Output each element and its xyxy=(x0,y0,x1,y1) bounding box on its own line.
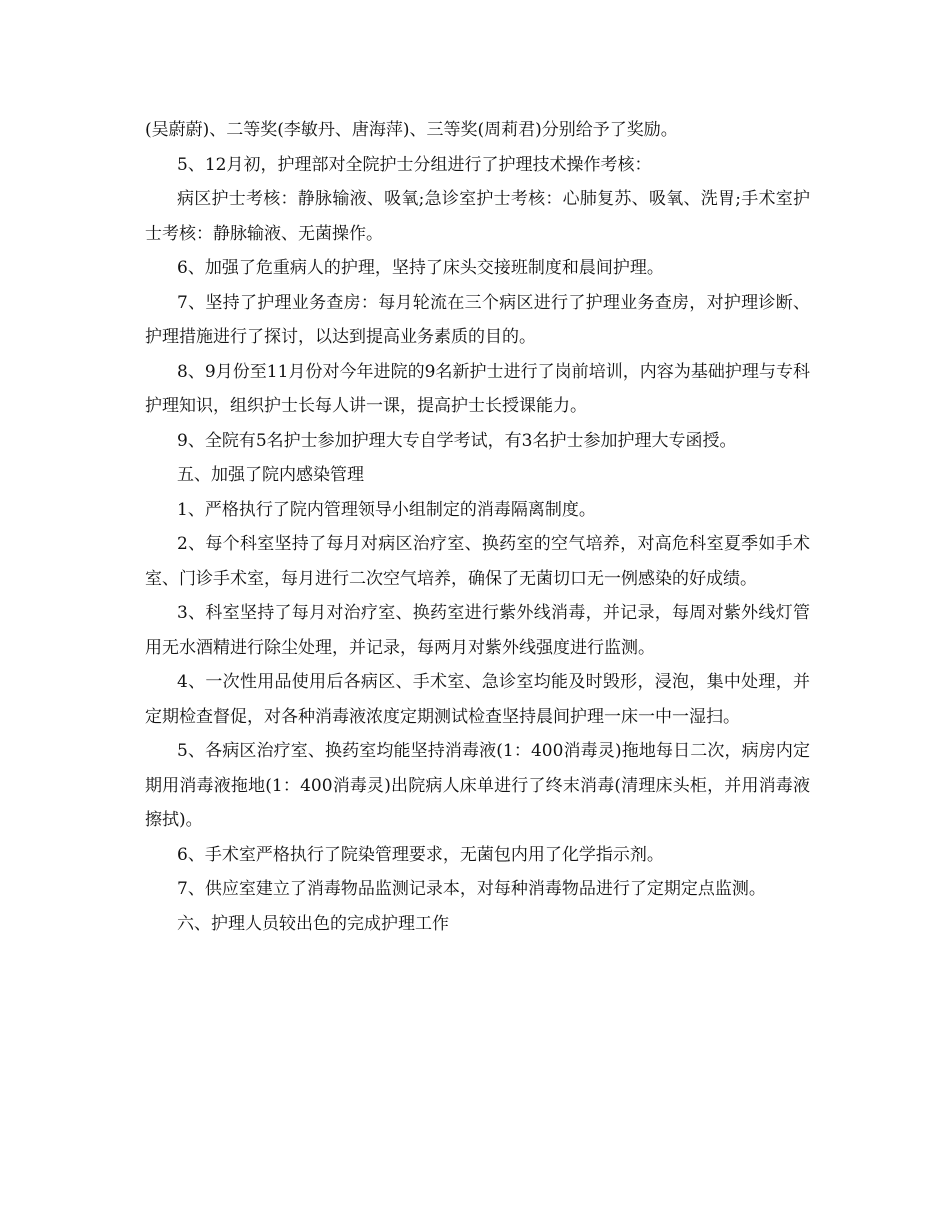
paragraph-infection-item-4: 4、一次性用品使用后各病区、手术室、急诊室均能及时毁形，浸泡，集中处理，并定期检查督促，对各种消毒液浓度定期测试检查坚持晨间护理一床一中一湿扫。 xyxy=(145,672,810,727)
paragraph-infection-item-3: 3、科室坚持了每月对治疗室、换药室进行紫外线消毒，并记录，每周对紫外线灯管用无水酒精进行除尘处理，并记录，每两月对紫外线强度进行监测。 xyxy=(145,603,810,658)
paragraph-item-7-ward-rounds: 7、坚持了护理业务查房：每月轮流在三个病区进行了护理业务查房，对护理诊断、护理措施进行了探讨，以达到提高业务素质的目的。 xyxy=(145,292,810,347)
paragraph-infection-item-7: 7、供应室建立了消毒物品监测记录本，对每种消毒物品进行了定期定点监测。 xyxy=(177,879,766,899)
paragraph-infection-item-5: 5、各病区治疗室、换药室均能坚持消毒液(1：400消毒灵)拖地每日二次，病房内定期用消毒液拖地(1：400消毒灵)出院病人床单进行了终末消毒(清理床头柜，并用消毒液擦拭)。 xyxy=(145,741,810,830)
paragraph-item-5-skills-assessment: 5、12月初，护理部对全院护士分组进行了护理技术操作考核： xyxy=(177,154,652,175)
paragraph-infection-item-1: 1、严格执行了院内管理领导小组制定的消毒隔离制度。 xyxy=(177,499,596,520)
paragraph-infection-item-6: 6、手术室严格执行了院染管理要求，无菌包内用了化学指示剂。 xyxy=(177,844,664,865)
section-heading-infection-control: 五、加强了院内感染管理 xyxy=(177,465,364,485)
paragraph-item-8-training: 8、9月份至11月份对今年进院的9名新护士进行了岗前培训，内容为基础护理与专科护理知识，组织护士长每人讲一课，提高护士长授课能力。 xyxy=(145,361,810,416)
paragraph-item-6-critical-care: 6、加强了危重病人的护理，坚持了床头交接班制度和晨间护理。 xyxy=(177,258,664,278)
section-heading-nursing-work: 六、护理人员较出色的完成护理工作 xyxy=(177,913,449,934)
paragraph-item-9-exams: 9、全院有5名护士参加护理大专自学考试，有3名护士参加护理大专函授。 xyxy=(177,430,737,451)
document-body xyxy=(145,113,810,941)
paragraph-assessment-details: 病区护士考核：静脉输液、吸氧;急诊室护士考核：心肺复苏、吸氧、洗胃;手术室护士考核：静脉输液、无菌操作。 xyxy=(145,189,810,244)
paragraph-award-continuation: (吴蔚蔚)、二等奖(李敏丹、唐海萍)、三等奖(周莉君)分别给予了奖励。 xyxy=(145,120,678,140)
paragraph-infection-item-2: 2、每个科室坚持了每月对病区治疗室、换药室的空气培养，对高危科室夏季如手术室、门诊手术室，每月进行二次空气培养，确保了无菌切口无一例感染的好成绩。 xyxy=(145,534,810,589)
